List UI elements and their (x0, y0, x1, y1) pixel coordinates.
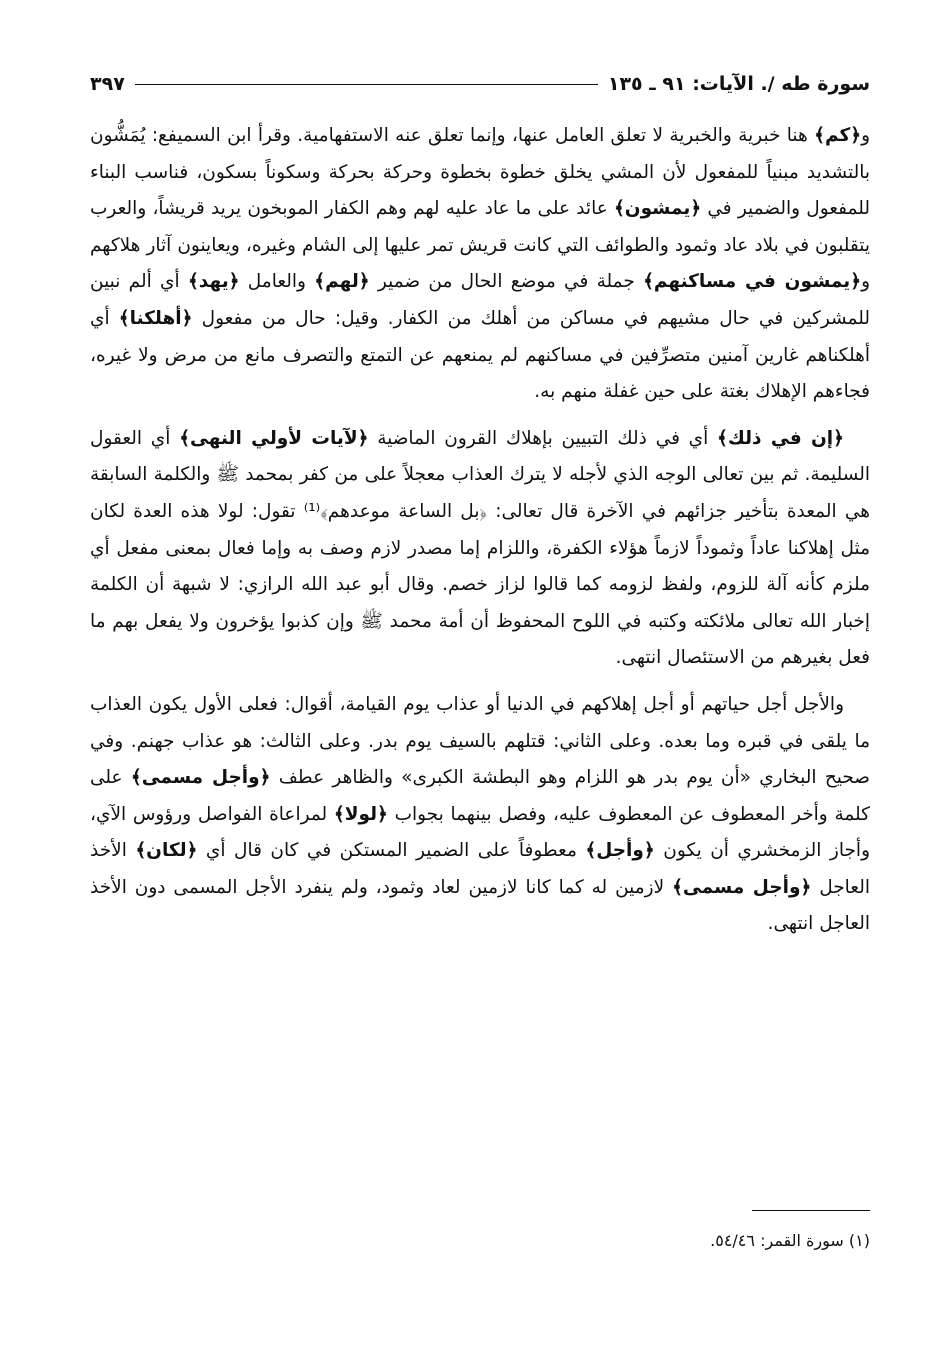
quran-quote: ﴿يمشون في مساكنهم﴾ (643, 271, 862, 293)
header-rule (135, 84, 598, 85)
text-run: ⁽¹⁾ (303, 500, 321, 522)
text-run: والعامل (239, 271, 315, 293)
text-run: والأجل أجل حياتهم أو أجل إهلاكهم في الدنيا أو عذاب يوم القيامة، أقوال: فعلى الأول يكون العذاب ما يلقى في قبره وما بعده. وعلى الثاني: قتلهم بالسيف يوم بدر. وعلى الثالث: هو عذاب جهنم. وفي صحيح البخاري «أن يوم بدر هو اللزام وهو البطشة الكبرى» والظاهر عطف (90, 693, 870, 789)
main-text (90, 118, 870, 953)
quran-quote: ﴿لولا﴾ (333, 803, 388, 825)
text-run: أي ألم نبين للمشركين في حال مشيهم في مساكن من أهلك من الكفار. وقيل: حال من مفعول (90, 271, 870, 329)
quran-quote: ﴿وأجل﴾ (585, 840, 655, 862)
quran-quote: ﴿أهلكنا﴾ (118, 307, 193, 329)
footnote: (١) سورة القمر: ٥٤/٤٦. (710, 1231, 870, 1250)
quran-quote: ﴿يهد﴾ (187, 271, 240, 293)
footnote-rule (752, 1210, 870, 1211)
quran-quote: ﴿كم﴾ (814, 125, 862, 146)
running-head-title: سورة طه /. الآيات: ٩١ ـ ١٣٥ (607, 73, 870, 95)
quran-quote: ﴿إن في ذلك﴾ (717, 427, 844, 449)
text-run: أي في ذلك التبيين بإهلاك القرون الماضية (368, 427, 718, 449)
quran-quote: ﴿لآيات لأولي النهى﴾ (179, 427, 369, 449)
text-run: على كلمة وأخر المعطوف عن المعطوف عليه، وفصل بينهما بجواب (90, 767, 870, 825)
paragraph (90, 687, 870, 943)
text-run: معطوفاً على الضمير المستكن في كان قال أي (197, 840, 586, 862)
text-run: جملة في موضع الحال من ضمير (369, 271, 644, 293)
text-run: تقول: لولا هذه العدة لكان مثل إهلاكنا عاداً وثموداً لازماً هؤلاء الكفرة، واللزام إما مصدر لازم وصف به وإما فعال بمعنى مفعل أي ملزم كأنه آلة للزوم، ولفظ لزومه كما قالوا لزاز خصم. وقال أبو عبد الله الرازي: لا شبهة أن الكلمة إخبار الله تعالى ملائكته وكتبه في اللوح المحفوظ أن أمة محمد ﷺ وإن كذبوا يؤخرون ولا يفعل بهم ما فعل بغيرهم من الاستئصال انتهى. (90, 500, 870, 669)
page-number: ٣٩٧ (90, 73, 125, 95)
quran-quote: ﴿وأجل مسمى﴾ (130, 767, 271, 789)
text-run: هنا خبرية والخبرية لا تعلق العامل عنها، وإنما تعلق عنه الاستفهامية. وقرأ ابن السميفع: يُمَشُّون بالتشديد مبنياً للمفعول لأن المشي يخلق خطوة بخطوة وحركة بحركة وسكوناً بسكون، فناسب البناء للمفعول والضمير في (90, 125, 870, 220)
text-run: و (861, 125, 870, 146)
quran-quote: ﴿لكان﴾ (135, 840, 198, 862)
text-run: لمراعاة الفواصل ورؤوس الآي، وأجاز الزمخشري أن يكون (90, 803, 870, 862)
quran-quote: ﴿وأجل مسمى﴾ (672, 876, 812, 898)
running-head (90, 64, 870, 104)
paragraph (90, 118, 870, 411)
quran-quote: ﴿لهم﴾ (314, 271, 370, 293)
text-run: ﴿بل الساعة موعدهم﴾ (320, 500, 488, 522)
text-run: أي أهلكناهم غارين آمنين متصرِّفين في مساكنهم لم يمنعهم عن التمتع والتصرف مانع من مرض ولا غيره، فجاءهم الإهلاك بغتة على حين غفلة منهم به. (90, 307, 870, 403)
text-run: الأخذ العاجل (90, 840, 870, 898)
text-run: لازمين له كما كانا لازمين لعاد وثمود، ولم ينفرد الأجل المسمى دون الأخذ العاجل انتهى. (90, 876, 870, 935)
text-run: أي العقول السليمة. ثم بين تعالى الوجه الذي لأجله لا يترك العذاب معجلاً على من كفر بمحمد ﷺ والكلمة السابقة هي المعدة بتأخير جزائهم في الآخرة قال تعالى: (90, 427, 870, 522)
quran-quote: ﴿يمشون﴾ (613, 198, 702, 220)
paragraph (90, 421, 870, 677)
text-run: عائد على ما عاد عليه لهم وهم الكفار الموبخون يريد قريشاً، والعرب يتقلبون في بلاد عاد وثمود والطوائف التي كانت قريش تمر عليها إلى الشام وغيره، ويعاينون آثار هلاكهم و (90, 198, 871, 293)
